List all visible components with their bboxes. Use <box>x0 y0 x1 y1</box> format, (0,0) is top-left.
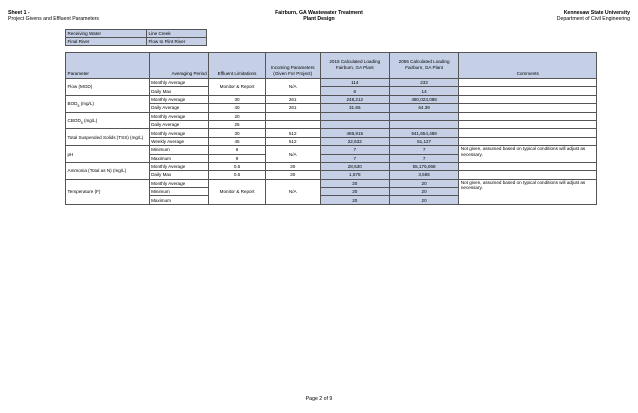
table-row <box>66 79 597 87</box>
averaging-cell: Daily Average <box>149 120 209 128</box>
receiving-water-value: Line Creek <box>147 30 207 38</box>
calc-2015-cell: 20 <box>320 196 389 204</box>
averaging-cell: Daily Average <box>149 104 209 112</box>
incoming-cell <box>265 120 320 128</box>
comment-cell: Not given, assumed based on typical conditions will adjust as necessary. <box>459 146 597 163</box>
table-row <box>66 112 597 120</box>
table-header-row <box>66 53 597 79</box>
calc-2015-cell: 6 <box>320 87 389 95</box>
comment-cell <box>459 112 597 120</box>
calc-2015-cell: 20 <box>320 188 389 196</box>
receiving-water-label: Receiving Water <box>66 30 147 38</box>
comment-cell <box>459 95 597 103</box>
effluent-cell: 30 <box>209 129 265 137</box>
comment-cell <box>459 137 597 145</box>
calc-2015-cell: 7 <box>320 146 389 154</box>
calc-2055-cell: 941,654,488 <box>389 129 459 137</box>
incoming-cell: 512 <box>265 129 320 137</box>
averaging-cell: Minimum <box>149 146 209 154</box>
table-row <box>66 129 597 137</box>
calc-2055-cell: 20 <box>389 196 459 204</box>
page-number: Page 2 of 9 <box>305 396 333 402</box>
param-cbod5-label: CBOD <box>67 117 81 123</box>
incoming-cell: 261 <box>265 104 320 112</box>
incoming-cell <box>265 112 320 120</box>
effluent-cell: 30 <box>209 95 265 103</box>
col-header-effluent: Effluent Limitations <box>209 53 265 79</box>
averaging-cell: Weekly Average <box>149 137 209 145</box>
calc-2015-cell: 114 <box>320 79 389 87</box>
averaging-cell: Maximum <box>149 196 209 204</box>
comment-cell: Not given, assumed based on typical conditions will adjust as necessary. <box>459 179 597 204</box>
sheet-subtitle: Project Givens and Effluent Parameters <box>8 16 100 23</box>
col-header-comments: Comments <box>459 53 597 79</box>
calc-2055-cell: 20 <box>389 188 459 196</box>
effluent-cell: 45 <box>209 137 265 145</box>
calc-2055-cell: 480,023,088 <box>389 95 459 103</box>
table-row <box>66 30 207 38</box>
project-title-line1: Fairburn, GA Wastewater Treatment <box>275 10 363 16</box>
col-header-2055: 2055 Calculated Loading Fairburn, GA Plant <box>389 53 459 79</box>
calc-2015-cell: 22,632 <box>320 137 389 145</box>
averaging-cell: Monthly Average <box>149 162 209 170</box>
effluent-cell: 0.5 <box>209 171 265 179</box>
comment-cell <box>459 87 597 95</box>
averaging-cell: Monthly Average <box>149 179 209 187</box>
effluent-cell: 0.5 <box>209 162 265 170</box>
calc-2015-cell: 7 <box>320 154 389 162</box>
sheet-header-center <box>0 10 638 23</box>
comment-cell <box>459 120 597 128</box>
table-row <box>66 179 597 187</box>
incoming-cell: 30 <box>265 162 320 170</box>
calc-2055-cell <box>389 112 459 120</box>
effluent-cell: 20 <box>209 112 265 120</box>
comment-cell <box>459 129 597 137</box>
effluent-cell: 25 <box>209 120 265 128</box>
comment-cell <box>459 104 597 112</box>
calc-2055-cell: 3,565 <box>389 171 459 179</box>
project-title-line2: Plant Design <box>303 16 335 23</box>
effluent-cell: Monitor & Report <box>209 79 265 96</box>
col-header-incoming: Incoming Parameters (Given For Project) <box>265 53 320 79</box>
comment-cell <box>459 162 597 170</box>
averaging-cell: Monthly Average <box>149 95 209 103</box>
col-header-2015: 2015 Calculated Loading Fairburn, GA Plant <box>320 53 389 79</box>
sheet-label: Sheet 1 - <box>8 10 30 16</box>
param-bod5-unit: (mg/L) <box>79 101 94 107</box>
col-header-averaging: Averaging Period <box>149 53 209 79</box>
table-row <box>66 146 597 154</box>
table-row <box>66 95 597 103</box>
param-bod5-subscript: 5 <box>77 104 80 109</box>
col-header-parameter: Parameter <box>66 53 150 79</box>
calc-2015-cell: 20 <box>320 179 389 187</box>
calc-2055-cell: 7 <box>389 146 459 154</box>
incoming-cell: 512 <box>265 137 320 145</box>
averaging-cell: Daily Max <box>149 171 209 179</box>
comment-cell <box>459 171 597 179</box>
table-row <box>66 38 207 46</box>
department-name: Department of Civil Engineering <box>556 16 630 23</box>
calc-2015-cell: 248,212 <box>320 95 389 103</box>
param-bod5 <box>66 95 150 112</box>
final-river-value: Flow to Flint River <box>147 38 207 46</box>
calc-2015-cell <box>320 112 389 120</box>
comment-cell <box>459 79 597 87</box>
param-temperature: Temperature (F) <box>66 179 150 204</box>
averaging-cell: Monthly Average <box>149 129 209 137</box>
incoming-cell: 30 <box>265 171 320 179</box>
averaging-cell: Monthly Average <box>149 112 209 120</box>
param-flow: Flow (MGD) <box>66 79 150 96</box>
effluent-parameters-table <box>65 52 597 205</box>
param-cbod5 <box>66 112 150 129</box>
calc-2055-cell: 55,175,068 <box>389 162 459 170</box>
averaging-cell: Maximum <box>149 154 209 162</box>
effluent-cell: 6 <box>209 146 265 154</box>
calc-2015-cell: 28,530 <box>320 162 389 170</box>
university-name: Kennesaw State University <box>563 10 630 16</box>
incoming-cell: 261 <box>265 95 320 103</box>
calc-2015-cell: 31.66 <box>320 104 389 112</box>
calc-2015-cell: 1,578 <box>320 171 389 179</box>
incoming-cell: N/A <box>265 179 320 204</box>
receiving-water-table <box>65 29 207 46</box>
calc-2055-cell: 232 <box>389 79 459 87</box>
effluent-cell: Monitor & Report <box>209 179 265 204</box>
calc-2015-cell: 486,915 <box>320 129 389 137</box>
calc-2055-cell: 7 <box>389 154 459 162</box>
calc-2015-cell <box>320 120 389 128</box>
sheet-header-right <box>557 10 630 23</box>
incoming-cell: N/A <box>265 79 320 96</box>
calc-2055-cell <box>389 120 459 128</box>
param-tss: Total Suspended Solids (TSS) (mg/L) <box>66 129 150 146</box>
effluent-cell: 9 <box>209 154 265 162</box>
param-cbod5-unit: (mg/L) <box>82 117 98 123</box>
calc-2055-cell: 20 <box>389 179 459 187</box>
param-bod5-label: BOD <box>67 101 78 107</box>
effluent-cell: 40 <box>209 104 265 112</box>
param-cbod5-subscript: 5 <box>80 120 83 125</box>
averaging-cell: Minimum <box>149 188 209 196</box>
incoming-cell: N/A <box>265 146 320 163</box>
calc-2055-cell: 64.39 <box>389 104 459 112</box>
calc-2055-cell: 14 <box>389 87 459 95</box>
calc-2055-cell: 51,127 <box>389 137 459 145</box>
final-river-label: Final River <box>66 38 147 46</box>
averaging-cell: Monthly Average <box>149 79 209 87</box>
averaging-cell: Daily Max <box>149 87 209 95</box>
table-row <box>66 162 597 170</box>
param-ph: pH <box>66 146 150 163</box>
param-ammonia: Ammonia (Total as N) (mg/L) <box>66 162 150 179</box>
